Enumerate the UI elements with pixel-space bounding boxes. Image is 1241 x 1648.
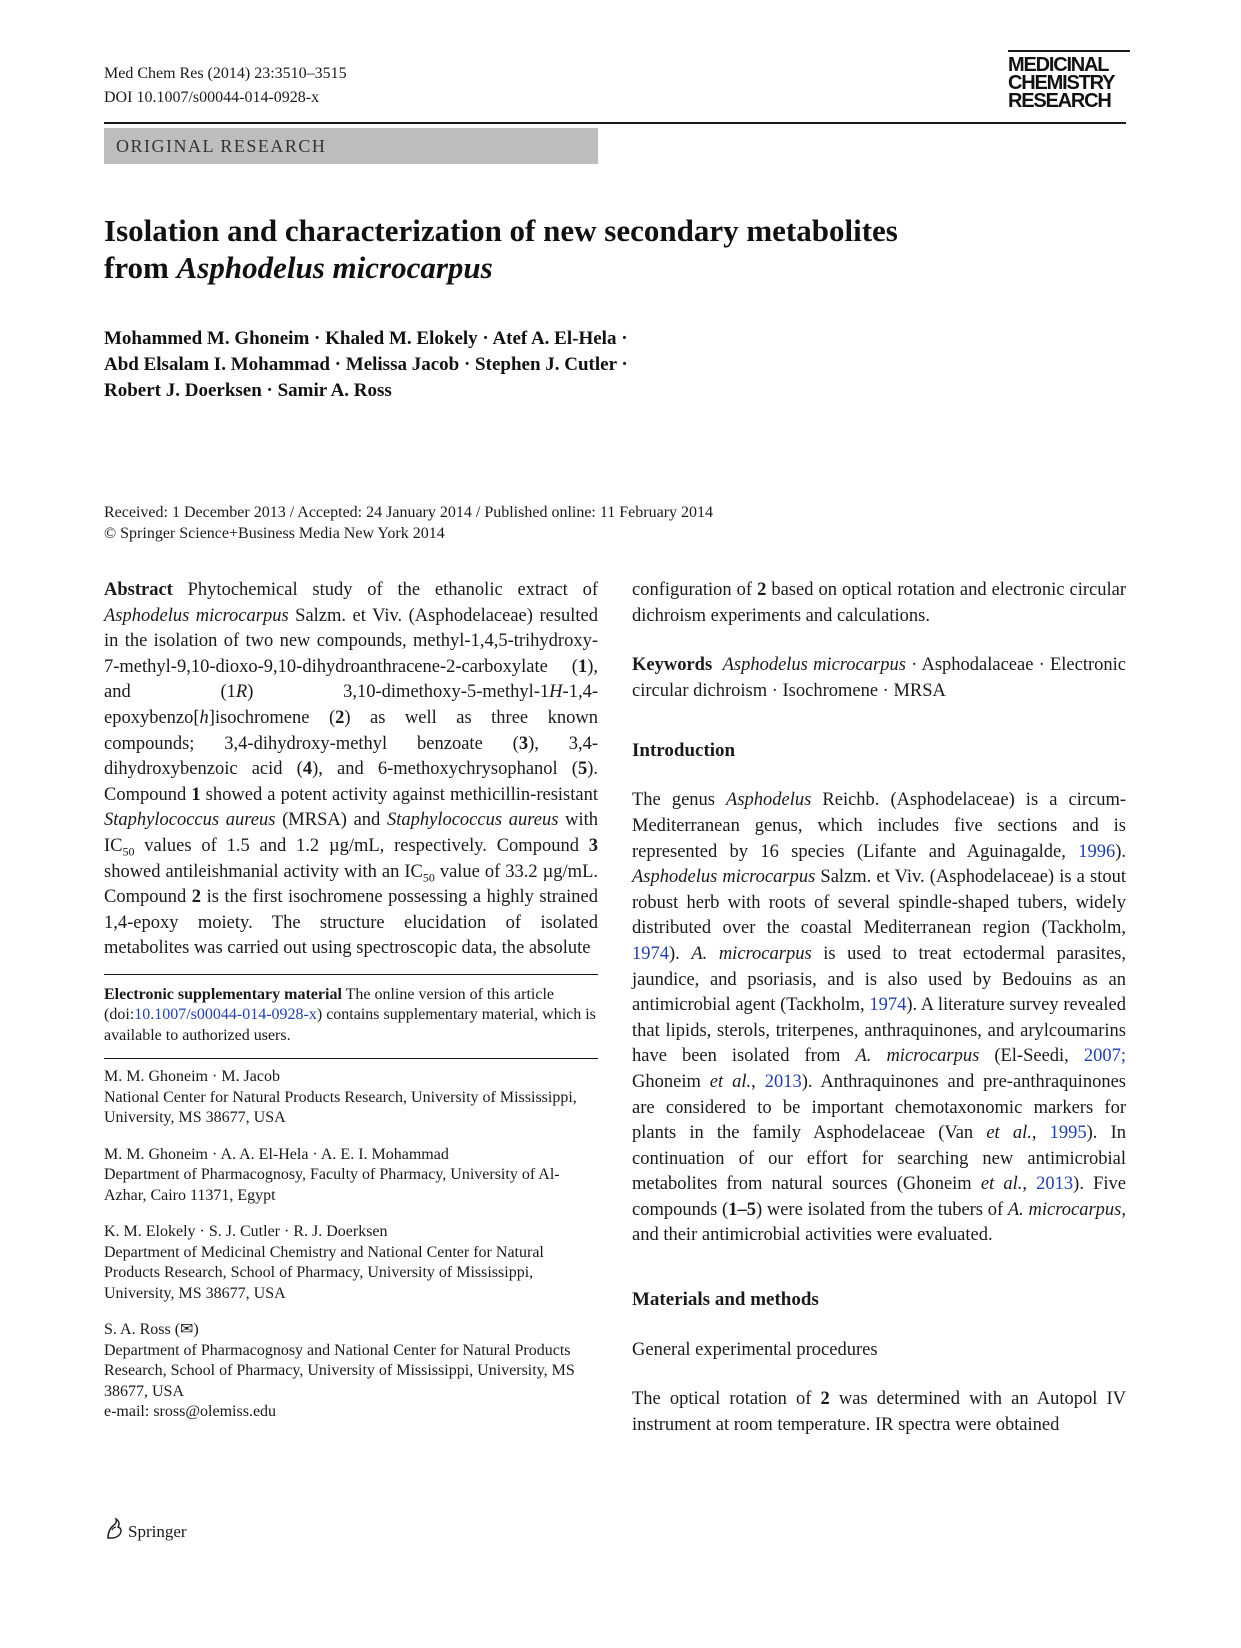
introduction-heading: Introduction <box>632 740 736 762</box>
title-line-1: Isolation and characterization of new secondary metabolites <box>104 213 898 248</box>
footnote-rule <box>104 974 598 975</box>
affiliation-names: S. A. Ross (✉) <box>104 1321 199 1339</box>
abstract-label: Abstract <box>104 580 173 600</box>
publisher-name: Springer <box>128 1521 187 1541</box>
methods-subheading: General experimental procedures <box>632 1340 878 1361</box>
copyright: © Springer Science+Business Media New York 2014 <box>104 525 445 542</box>
left-column <box>104 578 598 1439</box>
page-footer <box>104 1518 187 1545</box>
header-rule <box>104 122 1126 124</box>
supplementary-doi-link[interactable]: 10.1007/s00044-014-0928-x <box>134 1006 317 1024</box>
author-line: Mohammed M. Ghoneim · Khaled M. Elokely · Atef A. El-Hela · <box>104 328 628 349</box>
springer-horse-icon <box>104 1518 124 1545</box>
affiliation <box>104 1145 598 1207</box>
keywords: Keywords Asphodelus microcarpus · Asphodalaceae · Electronic circular dichroism · Isochromene · MRSA <box>632 655 1126 701</box>
affiliation <box>104 1222 598 1304</box>
affiliation <box>104 1067 598 1129</box>
author-list <box>104 326 804 404</box>
citation-link[interactable]: 1974 <box>632 943 669 964</box>
abstract-continued: configuration of 2 based on optical rotation and electronic circular dichroism experiments and calculations. <box>632 580 1126 626</box>
methods-paragraph: The optical rotation of 2 was determined with an Autopol IV instrument at room temperature. IR spectra were obtained <box>632 1389 1126 1435</box>
author-line: Robert J. Doerksen · Samir A. Ross <box>104 380 392 401</box>
title-line-2 <box>104 249 1084 286</box>
abstract: Abstract Phytochemical study of the ethanolic extract of Asphodelus microcarpus Salzm. et Viv. (Asphodelaceae) resulted in the isolation of two new compounds, methyl-1,4,5-trihydroxy-7-methyl-9,10-dioxo-9,10-dihydroanthracene-2-carboxylate (1), and (1R) 3,10-dimethoxy-5-methyl-1H-1,4-epoxybenzo[h]isochromene (2) as well as three known compounds; 3,4-dihydroxy-methyl benzoate (3), 3,4-dihydroxybenzoic acid (4), and 6-methoxychrysophanol (5). Compound 1 showed a potent activity against methicillin-resistant Staphylococcus aureus (MRSA) and Staphylococcus aureus with $IC_{50}$ values of 1.5 and 1.2 µg/mL, respectively. Compound 3 showed antileishmanial activity with an $IC_{50}$ value of 33.2 µg/mL. Compound 2 is the first isochromene possessing a highly strained 1,4-epoxy moiety. The structure elucidation of isolated metabolites was carried out using spectroscopic data, the absolute <box>104 580 599 959</box>
citation-link[interactable]: 1974 <box>869 995 907 1016</box>
doi: DOI 10.1007/s00044-014-0928-x <box>104 89 320 106</box>
title-species: Asphodelus microcarpus <box>176 250 493 285</box>
affiliation-names: M. M. Ghoneim · A. A. El-Hela · A. E. I. Mohammad <box>104 1145 449 1163</box>
affiliation-address: Department of Pharmacognosy, Faculty of Pharmacy, University of Al-Azhar, Cairo 11371, Egypt <box>104 1166 560 1204</box>
affiliation <box>104 1320 598 1423</box>
section-banner: ORIGINAL RESEARCH <box>104 128 598 164</box>
author-email[interactable]: e-mail: sross@olemiss.edu <box>104 1403 277 1421</box>
methods-heading: Materials and methods <box>632 1289 819 1311</box>
keywords-label: Keywords <box>632 655 713 676</box>
affiliation-names: K. M. Elokely · S. J. Cutler · R. J. Doerksen <box>104 1223 388 1241</box>
citation-link[interactable]: 2013 <box>1036 1174 1074 1195</box>
supplementary-note: Electronic supplementary material The online version of this article (doi:10.1007/s00044-014-0928-x) contains supplementary material, which is available to authorized users. <box>104 985 596 1044</box>
citation-link[interactable]: 1995 <box>1049 1123 1087 1144</box>
affiliation-address: Department of Pharmacognosy and National Center for Natural Products Research, School of Pharmacy, University of Mississippi, University, MS 38677, USA <box>104 1341 575 1400</box>
journal-logo <box>1008 50 1130 110</box>
logo-line-2: CHEMISTRY <box>1008 72 1115 94</box>
citation-link[interactable]: 2007; <box>1083 1046 1126 1067</box>
introduction-paragraph: The genus Asphodelus Reichb. (Asphodelaceae) is a circum-Mediterranean genus, which includes five sections and is represented by 16 species (Lifante and Aguinagalde, 1996). Asphodelus microcarpus Salzm. et Viv. (Asphodelaceae) is a stout robust herb with roots of several spindle-shaped tubers, widely distributed over the coastal Mediterranean region (Tackholm, 1974). A. microcarpus is used to treat ectodermal parasites, jaundice, and psoriasis, and is also used by Bedouins as an antimicrobial agent (Tackholm, 1974). A literature survey revealed that lipids, sterols, triterpenes, anthraquinones, and arylcoumarins have been isolated from A. microcarpus (El-Seedi, 2007; Ghoneim et al., 2013). Anthraquinones and pre-anthraquinones are considered to be important chemotaxonomic markers for plants in the family Asphodelaceae (Van et al., 1995). In continuation of our effort for searching new antimicrobial metabolites from natural sources (Ghoneim et al., 2013). Five compounds (1–5) were isolated from the tubers of A. microcarpus, and their antimicrobial activities were evaluated. <box>632 790 1127 1246</box>
citation-link[interactable]: 2013 <box>764 1071 802 1092</box>
title-prefix: from <box>104 250 177 285</box>
logo-line-1: MEDICINAL <box>1008 54 1109 76</box>
affiliation-address: Department of Medicinal Chemistry and National Center for Natural Products Research, School of Pharmacy, University of Mississippi, University, MS 38677, USA <box>104 1243 544 1302</box>
footnote-rule <box>104 1058 598 1059</box>
right-column <box>632 578 1126 1438</box>
affiliation-address: National Center for Natural Products Research, University of Mississippi, University, MS 38677, USA <box>104 1088 577 1127</box>
article-title <box>104 212 1084 286</box>
journal-citation: Med Chem Res (2014) 23:3510–3515 <box>104 65 347 82</box>
publication-dates <box>104 502 713 544</box>
logo-line-3: RESEARCH <box>1008 90 1111 112</box>
author-line: Abd Elsalam I. Mohammad · Melissa Jacob · Stephen J. Cutler · <box>104 354 628 375</box>
affiliation-names: M. M. Ghoneim · M. Jacob <box>104 1068 280 1086</box>
received-dates: Received: 1 December 2013 / Accepted: 24 January 2014 / Published online: 11 February 2014 <box>104 504 714 521</box>
citation-link[interactable]: 1996 <box>1078 841 1116 862</box>
supplementary-label: Electronic supplementary material <box>104 985 342 1003</box>
